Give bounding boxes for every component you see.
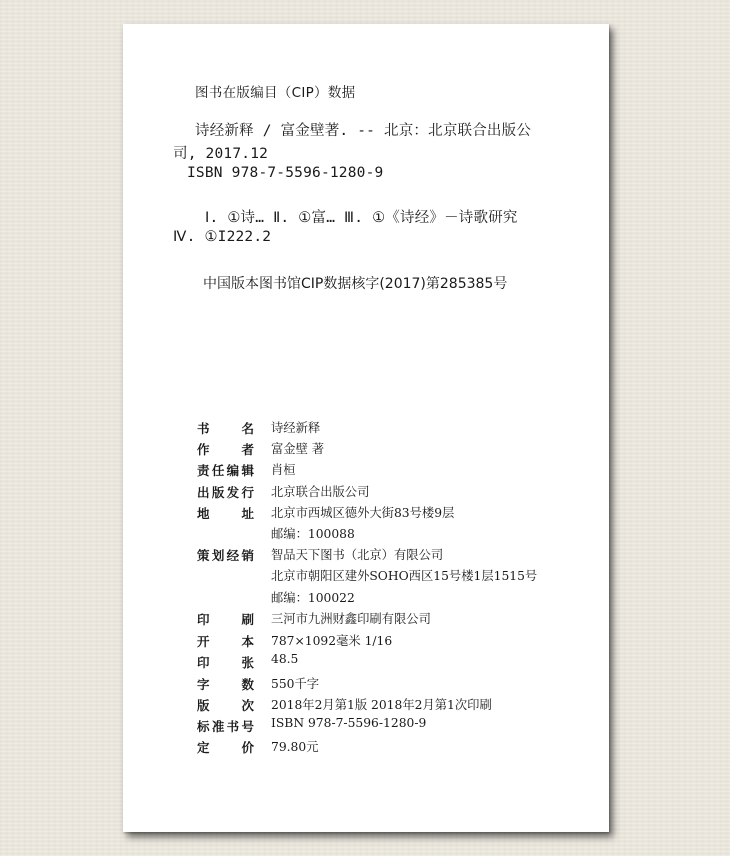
colophon-value: 79.80元 [271,740,319,754]
cip-heading: 图书在版编目（CIP）数据 [195,85,356,101]
copyright-page [123,24,609,832]
cip-publisher-line: 司, 2017.12 [173,146,269,162]
colophon-value: 诗经新释 [271,421,321,435]
colophon-value: 富金壁 著 [271,442,325,456]
cip-title-line: 诗经新释 / 富金壁著. -- 北京：北京联合出版公 [195,123,532,139]
colophon-value: 550千字 [271,677,320,691]
colophon-value: 北京市西城区德外大街83号楼9层 [271,506,455,520]
colophon-value: 邮编：100022 [271,591,355,605]
colophon-label: 作者 [197,442,254,457]
colophon-value: ISBN 978-7-5596-1280-9 [271,716,427,730]
colophon-label: 地址 [197,506,254,521]
colophon-value: 787×1092毫米 1/16 [271,634,393,648]
colophon-value: 智品天下图书（北京）有限公司 [271,548,444,562]
colophon-value: 48.5 [271,652,299,666]
cip-classification-code-line: Ⅳ. ①I222.2 [173,229,272,245]
colophon-label: 标准书号 [197,719,254,734]
colophon-label: 策划经销 [197,548,254,563]
colophon-value: 北京市朝阳区建外SOHO西区15号楼1层1515号 [271,569,538,583]
colophon-label: 印张 [197,655,254,670]
colophon-value: 三河市九洲财鑫印刷有限公司 [271,612,431,626]
colophon-value: 北京联合出版公司 [271,485,370,499]
cip-classification-line: Ⅰ. ①诗… Ⅱ. ①富… Ⅲ. ①《诗经》－诗歌研究 [205,210,518,226]
colophon-label: 字数 [197,677,254,692]
colophon-value: 2018年2月第1版 2018年2月第1次印刷 [271,698,492,712]
cip-record-number: 中国版本图书馆CIP数据核字(2017)第285385号 [203,276,508,292]
colophon-value: 邮编：100088 [271,527,355,541]
colophon-label: 开本 [197,634,254,649]
colophon-label: 出版发行 [197,485,254,500]
colophon-label: 定价 [197,740,254,755]
cip-isbn-line: ISBN 978-7-5596-1280-9 [187,165,384,181]
colophon-label: 责任编辑 [197,463,254,478]
colophon-label: 印刷 [197,612,254,627]
colophon-value: 肖桓 [271,463,296,477]
colophon-label: 版次 [197,698,254,713]
colophon-label: 书名 [197,421,254,436]
